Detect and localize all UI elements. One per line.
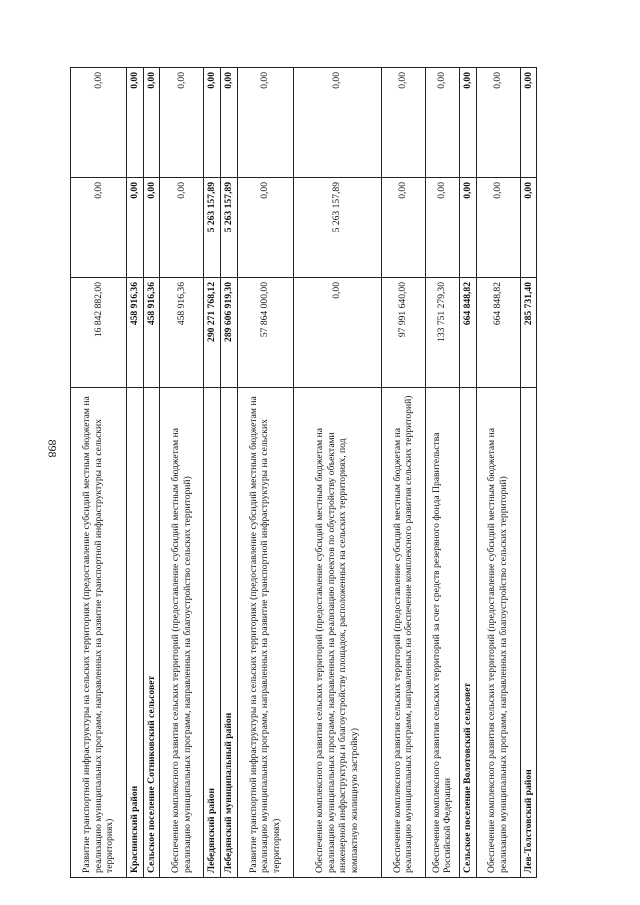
value-col2: 0,00 xyxy=(143,178,160,278)
row-name: Лебедянский район xyxy=(204,388,221,878)
value-col1: 16 842 882,00 xyxy=(71,278,127,388)
row-name: Обеспечение комплексного развития сельских территорий (предоставление субсидий местным бюджетам на реализацию муниципальных программ, направленных на благоустройство сельских территорий) xyxy=(476,388,520,878)
value-col3: 0,00 xyxy=(381,68,425,178)
value-col2: 0,00 xyxy=(160,178,204,278)
row-name: Развитие транспортной инфраструктуры на сельских территориях (предоставление субсидий местным бюджетам на реализацию муниципальных программ, направленных на развитие транспортной инфраструктуры на сельских территориях) xyxy=(71,388,127,878)
table-row xyxy=(237,68,293,878)
value-col2: 0,00 xyxy=(237,178,293,278)
budget-table xyxy=(70,67,537,878)
table-row xyxy=(160,68,204,878)
value-col2: 5 263 157,89 xyxy=(204,178,221,278)
table-row xyxy=(476,68,520,878)
value-col1: 133 751 279,30 xyxy=(425,278,459,388)
value-col2: 5 263 157,89 xyxy=(221,178,238,278)
value-col1: 458 916,36 xyxy=(160,278,204,388)
value-col3: 0,00 xyxy=(71,68,127,178)
row-name: Лебедянский муниципальный район xyxy=(221,388,238,878)
table-row xyxy=(221,68,238,878)
row-name: Краснинский район xyxy=(127,388,144,878)
value-col1: 57 864 000,00 xyxy=(237,278,293,388)
table-row xyxy=(204,68,221,878)
table-row xyxy=(71,68,127,878)
value-col3: 0,00 xyxy=(127,68,144,178)
value-col2: 0,00 xyxy=(459,178,476,278)
value-col1: 97 991 640,00 xyxy=(381,278,425,388)
row-name: Сельское поселение Волотовский сельсовет xyxy=(459,388,476,878)
value-col3: 0,00 xyxy=(237,68,293,178)
value-col3: 0,00 xyxy=(425,68,459,178)
value-col1: 290 271 768,12 xyxy=(204,278,221,388)
value-col2: 0,00 xyxy=(71,178,127,278)
rotated-page xyxy=(70,68,594,878)
row-name: Обеспечение комплексного развития сельских территорий за счет средств резервного фонда Правительства Российской Федерации xyxy=(425,388,459,878)
value-col2: 0,00 xyxy=(476,178,520,278)
table-body xyxy=(71,68,537,878)
value-col2: 0,00 xyxy=(425,178,459,278)
table-row xyxy=(293,68,381,878)
table-row xyxy=(520,68,537,878)
value-col2: 5 263 157,89 xyxy=(293,178,381,278)
row-name: Обеспечение комплексного развития сельских территорий (предоставление субсидий местным бюджетам на реализацию муниципальных программ, направленных на благоустройство сельских территорий) xyxy=(160,388,204,878)
value-col1: 285 731,40 xyxy=(520,278,537,388)
page-number: 898 xyxy=(45,439,60,458)
value-col3: 0,00 xyxy=(459,68,476,178)
value-col3: 0,00 xyxy=(221,68,238,178)
table-row xyxy=(459,68,476,878)
table-row xyxy=(127,68,144,878)
value-col1: 458 916,36 xyxy=(143,278,160,388)
value-col1: 664 848,82 xyxy=(459,278,476,388)
row-name: Сельское поселение Сотниковский сельсовет xyxy=(143,388,160,878)
value-col1: 0,00 xyxy=(293,278,381,388)
value-col3: 0,00 xyxy=(520,68,537,178)
row-name: Обеспечение комплексного развития сельских территорий (предоставление субсидий местным бюджетам на реализацию муниципальных программ, направленных на реализацию проектов по обустройству объектами инженерной инфраструктуры и благоустройству площадок, расположенных на сельских территориях, под компактную жилищную застройку) xyxy=(293,388,381,878)
table-row xyxy=(143,68,160,878)
table-row xyxy=(381,68,425,878)
value-col2: 0,00 xyxy=(127,178,144,278)
table-row xyxy=(425,68,459,878)
value-col3: 0,00 xyxy=(160,68,204,178)
value-col1: 458 916,36 xyxy=(127,278,144,388)
value-col3: 0,00 xyxy=(476,68,520,178)
value-col1: 664 848,82 xyxy=(476,278,520,388)
value-col3: 0,00 xyxy=(143,68,160,178)
row-name: Обеспечение комплексного развития сельских территорий (предоставление субсидий местным бюджетам на реализацию муниципальных программ, направленных на обеспечение комплексного развития сельских территорий) xyxy=(381,388,425,878)
row-name: Лев-Толстовский район xyxy=(520,388,537,878)
value-col3: 0,00 xyxy=(293,68,381,178)
value-col2: 0,00 xyxy=(381,178,425,278)
value-col3: 0,00 xyxy=(204,68,221,178)
row-name: Развитие транспортной инфраструктуры на сельских территориях (предоставление субсидий местным бюджетам на реализацию муниципальных программ, направленных на развитие транспортной инфраструктуры на сельских территориях) xyxy=(237,388,293,878)
value-col2: 0,00 xyxy=(520,178,537,278)
value-col1: 289 606 919,30 xyxy=(221,278,238,388)
